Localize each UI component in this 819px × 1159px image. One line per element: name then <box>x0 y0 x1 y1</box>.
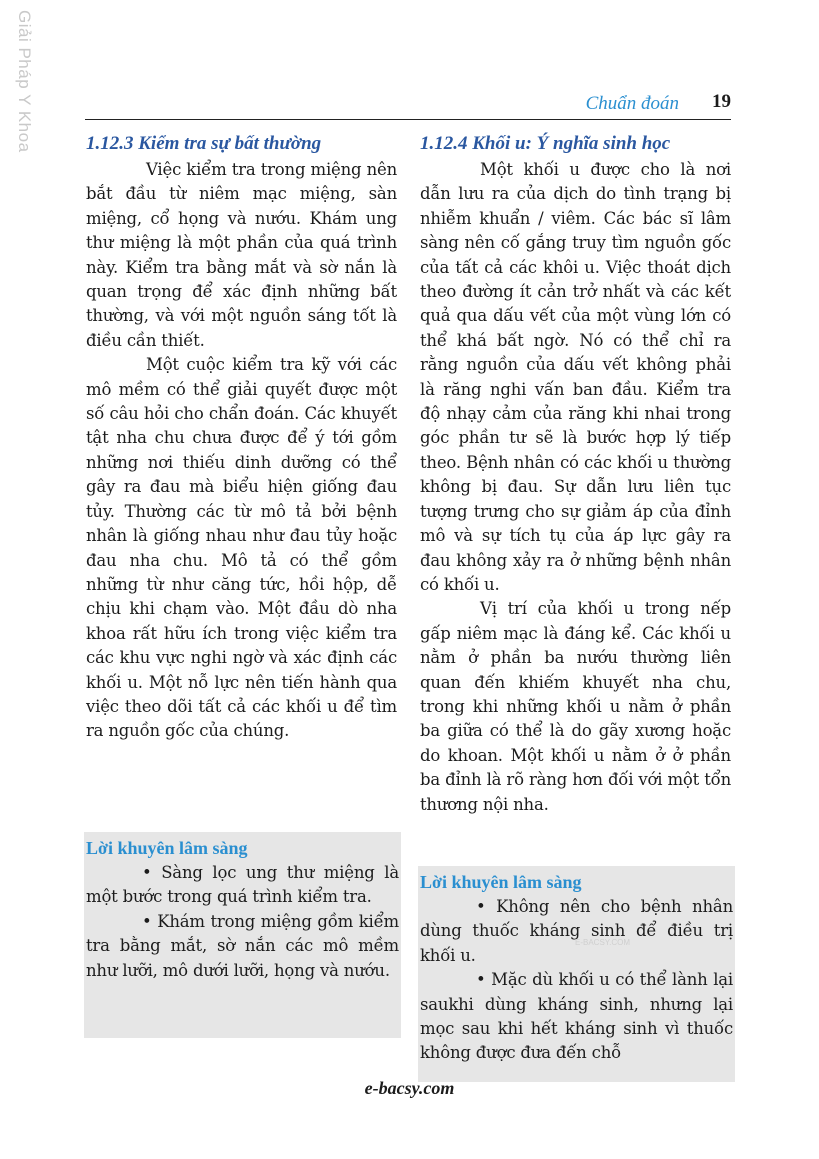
footer-website: e-bacsy.com <box>364 1078 455 1098</box>
paragraph: Một cuộc kiểm tra kỹ với các mô mềm có thể giải quyết được một số câu hỏi cho chẩn đoán. Các khuyết tật nha chu chưa được để ý tới gồm những nơi thiếu dinh dưỡng có thể gây ra đau mà biểu hiện giống đau tủy. Thường các từ mô tả bởi bệnh nhân là giống nhau như đau tủy hoặc đau nha chu. Mô tả có thể gồm những từ như căng tức, hồi hộp, dễ chịu khi chạm vào. Một đầu dò nha khoa rất hữu ích trong việc kiểm tra các khu vực nghi ngờ và xác định các khối u. Một nỗ lực nên tiến hành qua việc theo dõi tất cả các khối u để tìm ra nguồn gốc của chúng. <box>86 355 397 741</box>
clinical-tip-box-right <box>418 866 735 1082</box>
paragraph: Vị trí của khối u trong nếp gấp niêm mạc là đáng kể. Các khối u nằm ở phần ba nướu thường liên quan đến khiếm khuyết nha chu, trong khi những khối u nằm ở phần ba giữa có thể là do gãy xương hoặc do khoan. Một khối u nằm ở ở phần ba đỉnh là rõ ràng hơn đối với một tổn thương nội nha. <box>420 599 731 814</box>
header-divider <box>85 119 731 120</box>
page-header <box>85 88 731 120</box>
clinical-tip-item: • Khám trong miệng gồm kiểm tra bằng mắt, sờ nắn các mô mềm như lưỡi, mô dưới lưỡi, họng và nướu. <box>86 911 399 980</box>
right-column <box>420 132 731 817</box>
left-column <box>86 132 397 744</box>
paragraph: Việc kiểm tra trong miệng nên bắt đầu từ niêm mạc miệng, sàn miệng, cổ họng và nướu. Khám ung thư miệng là một phần của quá trình này. Kiểm tra bằng mắt và sờ nắn là quan trọng để xác định những bất thường, và với một nguồn sáng tốt là điều cần thiết. <box>86 160 397 350</box>
watermark: E-BACSY.COM <box>575 938 630 947</box>
clinical-tip-heading: Lời khuyên lâm sàng <box>86 838 248 858</box>
clinical-tip-item: • Không nên cho bệnh nhân dùng thuốc kháng sinh để điều trị khối u. <box>420 897 733 965</box>
clinical-tip-item: • Sàng lọc ung thư miệng là một bước trong quá trình kiểm tra. <box>86 863 399 907</box>
section-heading-1-12-4: 1.12.4 Khối u: Ý nghĩa sinh học <box>420 133 671 154</box>
side-label: Giải Pháp Y Khoa <box>15 10 34 153</box>
page-number: 19 <box>712 91 731 112</box>
paragraph: Một khối u được cho là nơi dẫn lưu ra của dịch do tình trạng bị nhiễm khuẩn / viêm. Các bác sĩ lâm sàng nên cố gắng truy tìm nguồn gốc của tất cả các khôi u. Việc thoát dịch theo đường ít cản trở nhất và các kết quả qua dấu vết của một vùng lớn có thể khá bất ngờ. Nó có thể chỉ ra rằng nguồn của dấu vết không phải là răng nghi vấn ban đầu. Kiểm tra độ nhạy cảm của răng khi nhai trong góc phần tư sẽ là bước hợp lý tiếp theo. Bệnh nhân có các khối u thường không bị đau. Sự dẫn lưu liên tục tượng trưng cho sự giảm áp của đỉnh mô và sự tích tụ của áp lực gây ra đau không xảy ra ở những bệnh nhân có khối u. <box>420 160 731 594</box>
section-heading-1-12-3: 1.12.3 Kiểm tra sự bất thường <box>86 133 322 154</box>
chapter-title: Chuẩn đoán <box>585 93 679 114</box>
clinical-tip-heading: Lời khuyên lâm sàng <box>420 872 582 892</box>
clinical-tip-box-left <box>84 832 401 1038</box>
clinical-tip-item: • Mặc dù khối u có thể lành lại saukhi dùng kháng sinh, nhưng lại mọc sau khi hết kháng sinh vì thuốc không được đưa đến chỗ <box>420 970 733 1063</box>
